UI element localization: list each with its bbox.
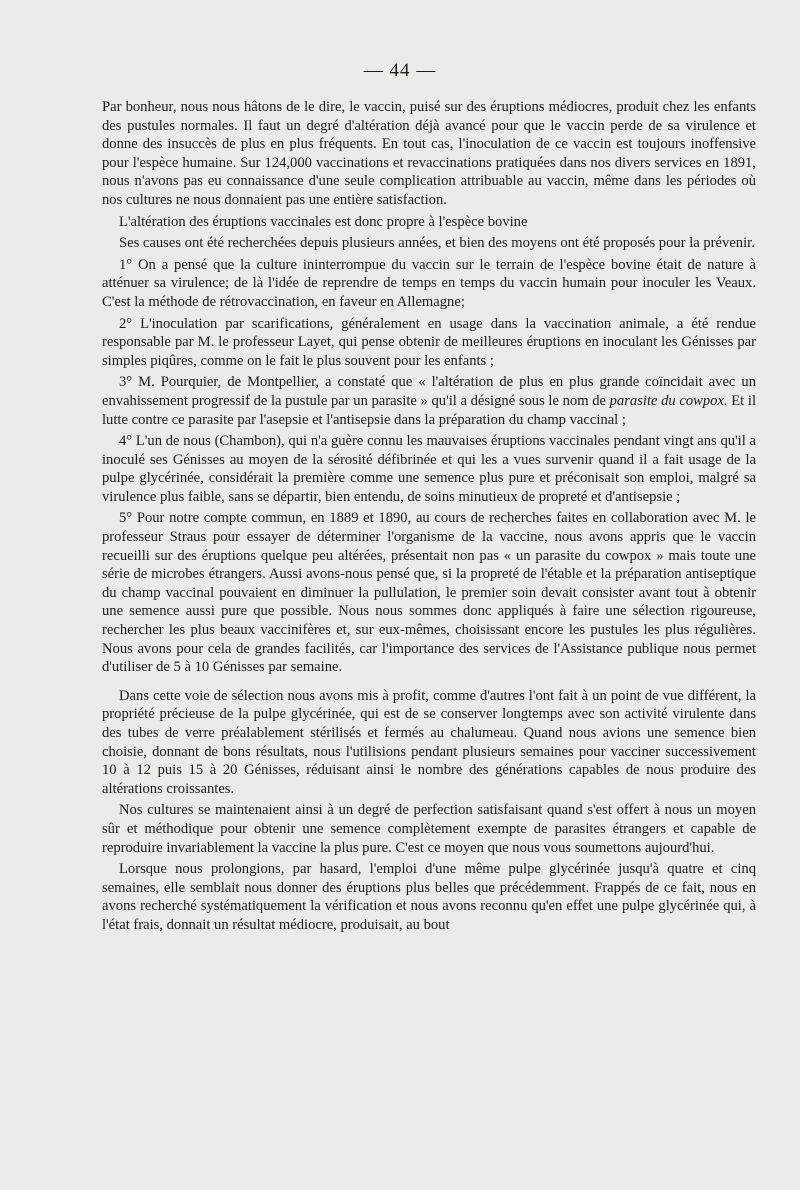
paragraph-point-2: 2° L'inoculation par scarifications, généralement en usage dans la vaccination animale, a été rendue responsable par M. le professeur Layet, qui pense obtenir de meilleures éruptions en inoculant les Génisses par simples piqûres, comme on le fait le plus souvent pour les enfants ; — [102, 315, 756, 369]
point-3-text-b: Et il lutte contre ce parasite par l'asepsie et l'antisepsie dans la préparation du champ vaccinal ; — [102, 392, 756, 428]
paragraph-alteration: L'altération des éruptions vaccinales est donc propre à l'espèce bovine — [119, 213, 528, 230]
paragraph-selection: Dans cette voie de sélection nous avons mis à profit, comme d'autres l'ont fait à un point de vue différent, la propriété précieuse de la pulpe glycérinée, qui est de se conserver longtemps avec son activité virulente dans des tubes de verre préalablement stérilisés et fermés au chalumeau. Quand nous avions une semence bien choisie, donnant de bons résultats, nous l'utilisions pendant plusieurs semaines pour vacciner successivement 10 à 12 puis 15 à 20 Génisses, réduisant ainsi le nombre des générations capables de nous produire des altérations croissantes. — [102, 687, 756, 797]
point-3-text-a: 3° M. Pourquier, de Montpellier, a constaté que « l'altération de plus en plus grande coïncidait avec un envahissement progressif de la pustule par un parasite » qu'il a désigné sous le nom de — [102, 374, 756, 409]
paragraph-prolongation: Lorsque nous prolongions, par hasard, l'emploi d'une même pulpe glycérinée jusqu'à quatre et cinq semaines, elle semblait nous donner des éruptions plus belles que précédemment. Frappés de ce fait, nous en avons recherché systématiquement la vérification et nous avons reconnu qu'en effet une pulpe glycérinée qui, à l'état frais, donnait un résultat médiocre, produisait, au bout — [102, 861, 756, 933]
paragraph-point-5: 5° Pour notre compte commun, en 1889 et 1890, au cours de recherches faites en collaboration avec M. le professeur Straus pour essayer de déterminer l'organisme de la vaccine, nous avons appris que le vaccin recueilli sur des éruptions quelque peu altérées, présentait non pas « un parasite du cowpox » mais toute une série de microbes étrangers. Aussi avons-nous pensé que, si la propreté de l'étable et la préparation antiseptique du champ vaccinal pouvaient en diminuer la pullulation, le premier soin devait consister avant tout à obtenir une semence aussi pure que possible. Nous nous sommes donc appliqués à faire une sélection rigoureuse, rechercher les plus beaux vaccinifères et, sur eux-mêmes, choisissant encore les pustules les plus régulières. Nous avons pour cela de grandes facilités, car l'importance des services de l'Assistance publique nous permet d'utiliser de 5 à 10 Génisses par semaine. — [102, 510, 756, 676]
paragraph-intro: Par bonheur, nous nous hâtons de le dire, le vaccin, puisé sur des éruptions médiocres, produit chez les enfants des pustules normales. Il faut un degré d'altération déjà avancé pour que le vaccin perde de sa virulence et donne des insuccès de plus en plus fréquents. En tout cas, l'inoculation de ce vaccin est toujours inoffensive pour l'espèce humaine. Sur 124,000 vaccinations et revaccinations pratiquées dans nos divers services en 1891, nous n'avons pas eu connaissance d'une seule complication attribuable au vaccin, même dans les périodes où nos cultures ne nous donnaient pas une entière satisfaction. — [102, 99, 756, 208]
paragraph-point-3 — [102, 373, 756, 429]
paragraph-cultures: Nos cultures se maintenaient ainsi à un degré de perfection satisfaisant quand s'est offert à nous un moyen sûr et méthodique pour obtenir une semence complètement exempte de parasites étrangers et capable de reproduire invariablement la vaccine la plus pure. C'est ce moyen que nous vous soumettons aujourd'hui. — [102, 802, 756, 856]
page-number: — 44 — — [363, 60, 437, 81]
body-text — [102, 98, 756, 938]
point-3-italic-term: parasite du cowpox. — [609, 392, 728, 409]
paragraph-causes: Ses causes ont été recherchées depuis plusieurs années, et bien des moyens ont été proposés pour la prévenir. — [119, 235, 755, 252]
paragraph-point-4: 4° L'un de nous (Chambon), qui n'a guère connu les mauvaises éruptions vaccinales pendant vingt ans qu'il a inoculé ses Génisses au moyen de la sérosité défibrinée et qui les a vues survenir quand il a fait usage de la pulpe glycérinée, considérait la première comme une semence plus pure et préconisait son emploi, malgré sa virulence plus faible, sans se départir, bien entendu, de soins minutieux de propreté et d'antisepsie ; — [102, 433, 756, 505]
paragraph-point-1: 1° On a pensé que la culture ininterrompue du vaccin sur le terrain de l'espèce bovine était de nature à atténuer sa virulence; de là l'idée de reprendre de temps en temps du vaccin humain pour inoculer les Veaux. C'est la méthode de rétrovaccination, en faveur en Allemagne; — [102, 256, 756, 310]
